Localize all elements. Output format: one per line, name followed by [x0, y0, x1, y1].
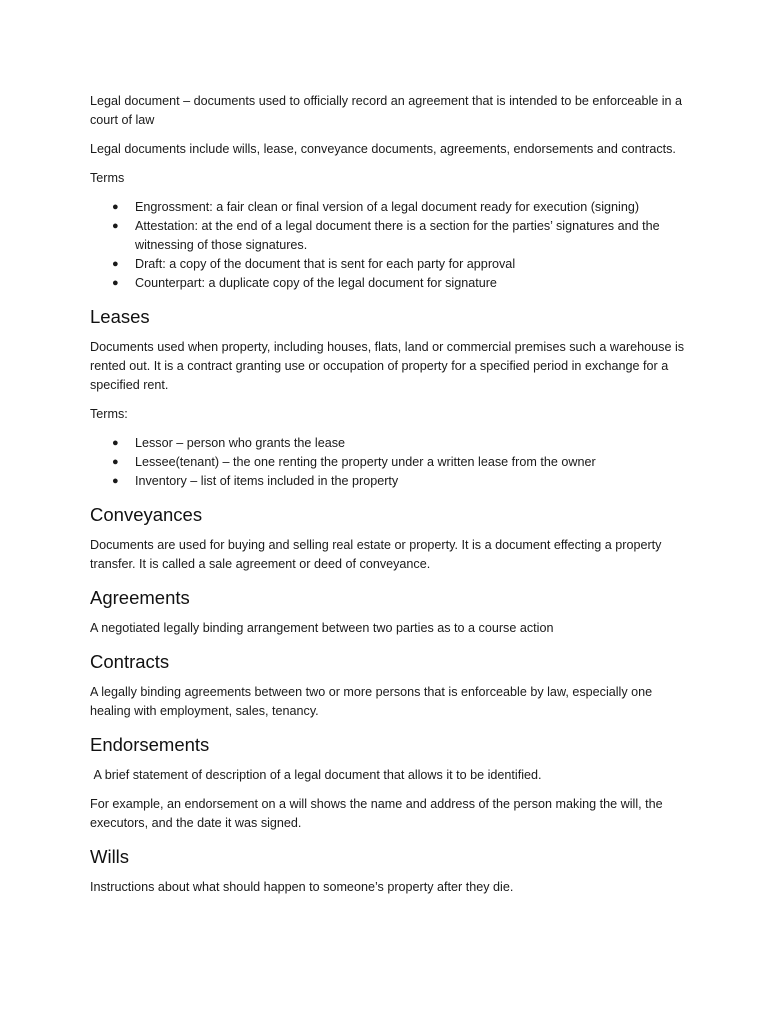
section-heading-leases: Leases — [90, 306, 150, 327]
bullet-icon: ● — [112, 475, 119, 487]
agreements-body: A negotiated legally binding arrangement between two parties as to a course action — [90, 621, 554, 635]
intro-terms-label: Terms — [90, 171, 125, 185]
endorsements-example: For example, an endorsement on a will shows the name and address of the person making the will, the executors, and the date it was signed. — [90, 797, 663, 830]
section-heading-agreements: Agreements — [90, 587, 190, 608]
list-item — [90, 274, 690, 293]
wills-body: Instructions about what should happen to someone’s property after they die. — [90, 880, 514, 894]
bullet-icon: ● — [112, 437, 119, 449]
bullet-icon: ● — [112, 258, 119, 270]
section-heading-endorsements: Endorsements — [90, 734, 210, 755]
bullet-icon: ● — [112, 201, 119, 213]
section-heading-contracts: Contracts — [90, 651, 170, 672]
list-item-text: Inventory – list of items included in the property — [135, 474, 399, 488]
section-heading-wills: Wills — [90, 846, 130, 867]
bullet-icon: ● — [112, 277, 119, 289]
list-item-text: Draft: a copy of the document that is sent for each party for approval — [135, 257, 516, 271]
intro-terms-list — [90, 198, 690, 293]
section-heading-conveyances: Conveyances — [90, 504, 203, 525]
list-item-text: Counterpart: a duplicate copy of the legal document for signature — [135, 276, 497, 290]
leases-body: Documents used when property, including houses, flats, land or commercial premises such a warehouse is rented out. It is a contract granting use or occupation of property for a specified period in exchange for a specified rent. — [90, 340, 685, 392]
list-item-text: Attestation: at the end of a legal document there is a section for the parties’ signatures and the witnessing of those signatures. — [135, 219, 660, 252]
leases-terms-label: Terms: — [90, 407, 128, 421]
intro-definition: Legal document – documents used to officially record an agreement that is intended to be enforceable in a court of law — [90, 94, 683, 127]
list-item — [90, 472, 690, 491]
list-item — [90, 198, 690, 217]
list-item — [90, 434, 690, 453]
list-item — [90, 453, 690, 472]
list-item — [90, 217, 690, 255]
document-page — [90, 92, 690, 907]
endorsements-body: A brief statement of description of a legal document that allows it to be identified. — [90, 768, 542, 782]
list-item — [90, 255, 690, 274]
conveyances-body: Documents are used for buying and selling real estate or property. It is a document effecting a property transfer. It is called a sale agreement or deed of conveyance. — [90, 538, 662, 571]
list-item-text: Lessor – person who grants the lease — [135, 436, 346, 450]
intro-includes: Legal documents include wills, lease, conveyance documents, agreements, endorsements and contracts. — [90, 142, 676, 156]
leases-terms-list — [90, 434, 690, 491]
contracts-body: A legally binding agreements between two or more persons that is enforceable by law, especially one healing with employment, sales, tenancy. — [90, 685, 653, 718]
list-item-text: Engrossment: a fair clean or final version of a legal document ready for execution (signing) — [135, 200, 640, 214]
bullet-icon: ● — [112, 220, 119, 232]
list-item-text: Lessee(tenant) – the one renting the property under a written lease from the owner — [135, 455, 596, 469]
bullet-icon: ● — [112, 456, 119, 468]
